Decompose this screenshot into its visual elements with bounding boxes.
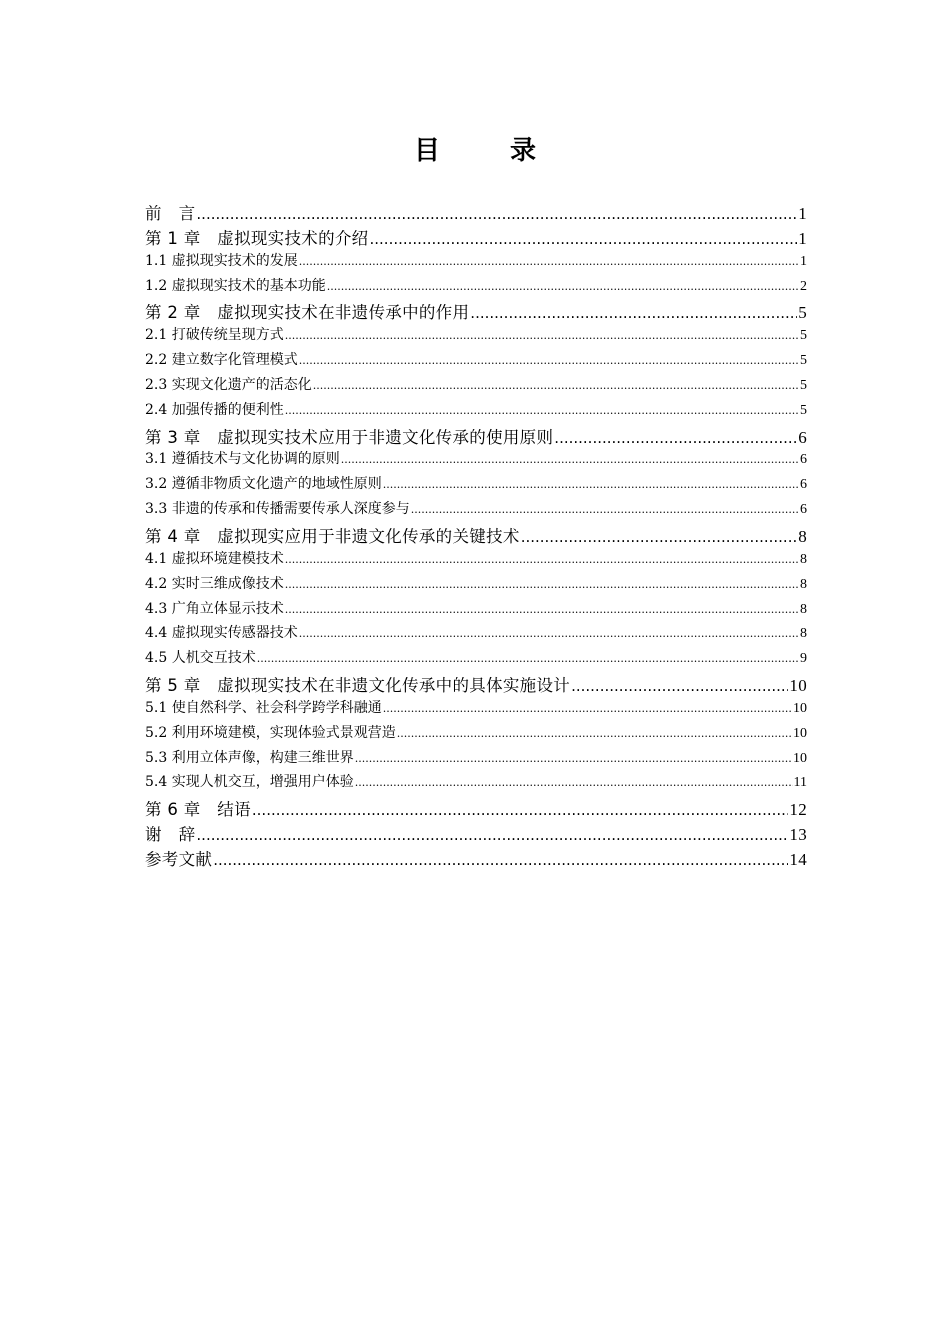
toc-page-number: 10 [789, 676, 807, 696]
toc-page-number: 10 [793, 700, 807, 716]
toc-entry-title: 2.2 建立数字化管理模式 [145, 352, 298, 369]
toc-page-number: 10 [793, 725, 807, 741]
toc-entry-title: 5.1 使自然科学、社会科学跨学科融通 [145, 699, 382, 716]
toc-entry-title: 5.3 利用立体声像，构建三维世界 [145, 749, 354, 766]
toc-page-number: 1 [798, 204, 807, 223]
toc-dot-leader [470, 304, 797, 322]
toc-section-entry[interactable] [145, 722, 807, 747]
toc-entry-title: 第 2 章 虚拟现实技术在非遗传承中的作用 [145, 303, 470, 323]
toc-page-number: 8 [800, 551, 807, 567]
toc-entry-title: 4.5 人机交互技术 [145, 650, 256, 667]
toc-section-entry[interactable] [145, 548, 807, 573]
toc-dot-leader [196, 826, 788, 844]
toc-page-number: 5 [800, 377, 807, 393]
table-of-contents [145, 200, 807, 871]
toc-page-number: 8 [800, 576, 807, 592]
toc-page-number: 2 [800, 278, 807, 294]
toc-dot-leader [397, 727, 792, 740]
toc-dot-leader [383, 702, 792, 715]
toc-dot-leader [327, 280, 799, 293]
toc-dot-leader [299, 627, 799, 640]
toc-entry-title: 第 5 章 虚拟现实技术在非遗文化传承中的具体实施设计 [145, 676, 571, 696]
toc-entry-title: 1.2 虚拟现实技术的基本功能 [145, 277, 326, 294]
toc-entry-title: 第 6 章 结语 [145, 800, 251, 820]
page-title: 目 录 [413, 136, 558, 166]
toc-page-number: 5 [798, 303, 807, 323]
toc-chapter-entry[interactable] [145, 846, 807, 871]
toc-section-entry[interactable] [145, 250, 807, 275]
toc-page-number: 8 [800, 626, 807, 642]
toc-dot-leader [521, 528, 798, 546]
toc-chapter-entry[interactable] [145, 299, 807, 324]
toc-chapter-entry[interactable] [145, 424, 807, 449]
toc-entry-title: 2.1 打破传统呈现方式 [145, 327, 284, 344]
toc-entry-title: 第 3 章 虚拟现实技术应用于非遗文化传承的使用原则 [145, 427, 554, 447]
toc-dot-leader [355, 752, 792, 765]
toc-page-number: 6 [798, 427, 807, 447]
toc-entry-title: 第 1 章 虚拟现实技术的介绍 [145, 228, 369, 248]
toc-page-number: 5 [800, 402, 807, 418]
toc-section-entry[interactable] [145, 647, 807, 672]
toc-page-number: 1 [798, 228, 807, 248]
toc-section-entry[interactable] [145, 747, 807, 772]
toc-section-entry[interactable] [145, 374, 807, 399]
toc-dot-leader [341, 453, 799, 466]
toc-dot-leader [370, 230, 798, 248]
toc-dot-leader [196, 205, 797, 223]
toc-dot-leader [313, 379, 799, 392]
toc-page-number: 6 [800, 452, 807, 468]
toc-entry-title: 4.1 虚拟环境建模技术 [145, 550, 284, 567]
toc-dot-leader [355, 776, 793, 789]
toc-section-entry[interactable] [145, 573, 807, 598]
toc-section-entry[interactable] [145, 622, 807, 647]
toc-chapter-entry[interactable] [145, 821, 807, 846]
toc-page-number: 6 [800, 502, 807, 518]
toc-entry-title: 4.4 虚拟现实传感器技术 [145, 625, 298, 642]
toc-entry-title: 2.4 加强传播的便利性 [145, 401, 284, 418]
toc-chapter-entry[interactable] [145, 672, 807, 697]
toc-page-number: 11 [793, 775, 807, 791]
toc-dot-leader [411, 503, 799, 516]
toc-page-number: 1 [800, 253, 807, 269]
toc-chapter-entry[interactable] [145, 796, 807, 821]
toc-section-entry[interactable] [145, 399, 807, 424]
toc-page-number: 13 [789, 825, 807, 845]
toc-entry-title: 5.2 利用环境建模，实现体验式景观营造 [145, 724, 396, 741]
toc-entry-title: 3.2 遵循非物质文化遗产的地域性原则 [145, 476, 382, 493]
toc-section-entry[interactable] [145, 697, 807, 722]
toc-dot-leader [213, 851, 788, 869]
toc-page-number: 6 [800, 477, 807, 493]
toc-dot-leader [299, 255, 799, 268]
toc-page-number: 9 [800, 651, 807, 667]
toc-dot-leader [571, 677, 788, 695]
toc-entry-title: 2.3 实现文化遗产的活态化 [145, 376, 312, 393]
toc-section-entry[interactable] [145, 598, 807, 623]
toc-entry-title: 1.1 虚拟现实技术的发展 [145, 252, 298, 269]
toc-entry-title: 4.2 实时三维成像技术 [145, 575, 284, 592]
toc-dot-leader [285, 329, 799, 342]
toc-entry-title: 第 4 章 虚拟现实应用于非遗文化传承的关键技术 [145, 526, 520, 546]
toc-chapter-entry[interactable] [145, 523, 807, 548]
toc-page-number: 10 [793, 750, 807, 766]
toc-page-number: 8 [800, 601, 807, 617]
toc-section-entry[interactable] [145, 771, 807, 796]
toc-page-number: 14 [789, 849, 807, 869]
toc-page-number: 5 [800, 353, 807, 369]
toc-section-entry[interactable] [145, 473, 807, 498]
toc-dot-leader [299, 354, 799, 367]
toc-entry-title: 3.3 非遗的传承和传播需要传承人深度参与 [145, 501, 410, 518]
toc-dot-leader [257, 652, 799, 665]
toc-entry-title: 前 言 [145, 204, 196, 223]
toc-section-entry[interactable] [145, 275, 807, 300]
toc-entry-title: 3.1 遵循技术与文化协调的原则 [145, 451, 340, 468]
toc-page-number: 5 [800, 328, 807, 344]
toc-entry-title: 参考文献 [145, 849, 213, 869]
toc-chapter-entry[interactable] [145, 225, 807, 250]
toc-entry-title: 谢 辞 [145, 825, 196, 845]
toc-dot-leader [554, 429, 797, 447]
toc-entry-title: 5.4 实现人机交互，增强用户体验 [145, 774, 354, 791]
toc-dot-leader [285, 603, 799, 616]
toc-section-entry[interactable] [145, 349, 807, 374]
toc-page-number: 8 [798, 526, 807, 546]
toc-dot-leader [285, 553, 799, 566]
toc-section-entry[interactable] [145, 324, 807, 349]
toc-dot-leader [383, 478, 799, 491]
toc-dot-leader [252, 801, 789, 819]
toc-dot-leader [285, 404, 799, 417]
toc-section-entry[interactable] [145, 498, 807, 523]
toc-chapter-entry[interactable] [145, 200, 807, 225]
toc-page-number: 12 [789, 800, 807, 820]
toc-section-entry[interactable] [145, 448, 807, 473]
toc-entry-title: 4.3 广角立体显示技术 [145, 600, 284, 617]
toc-dot-leader [285, 578, 799, 591]
